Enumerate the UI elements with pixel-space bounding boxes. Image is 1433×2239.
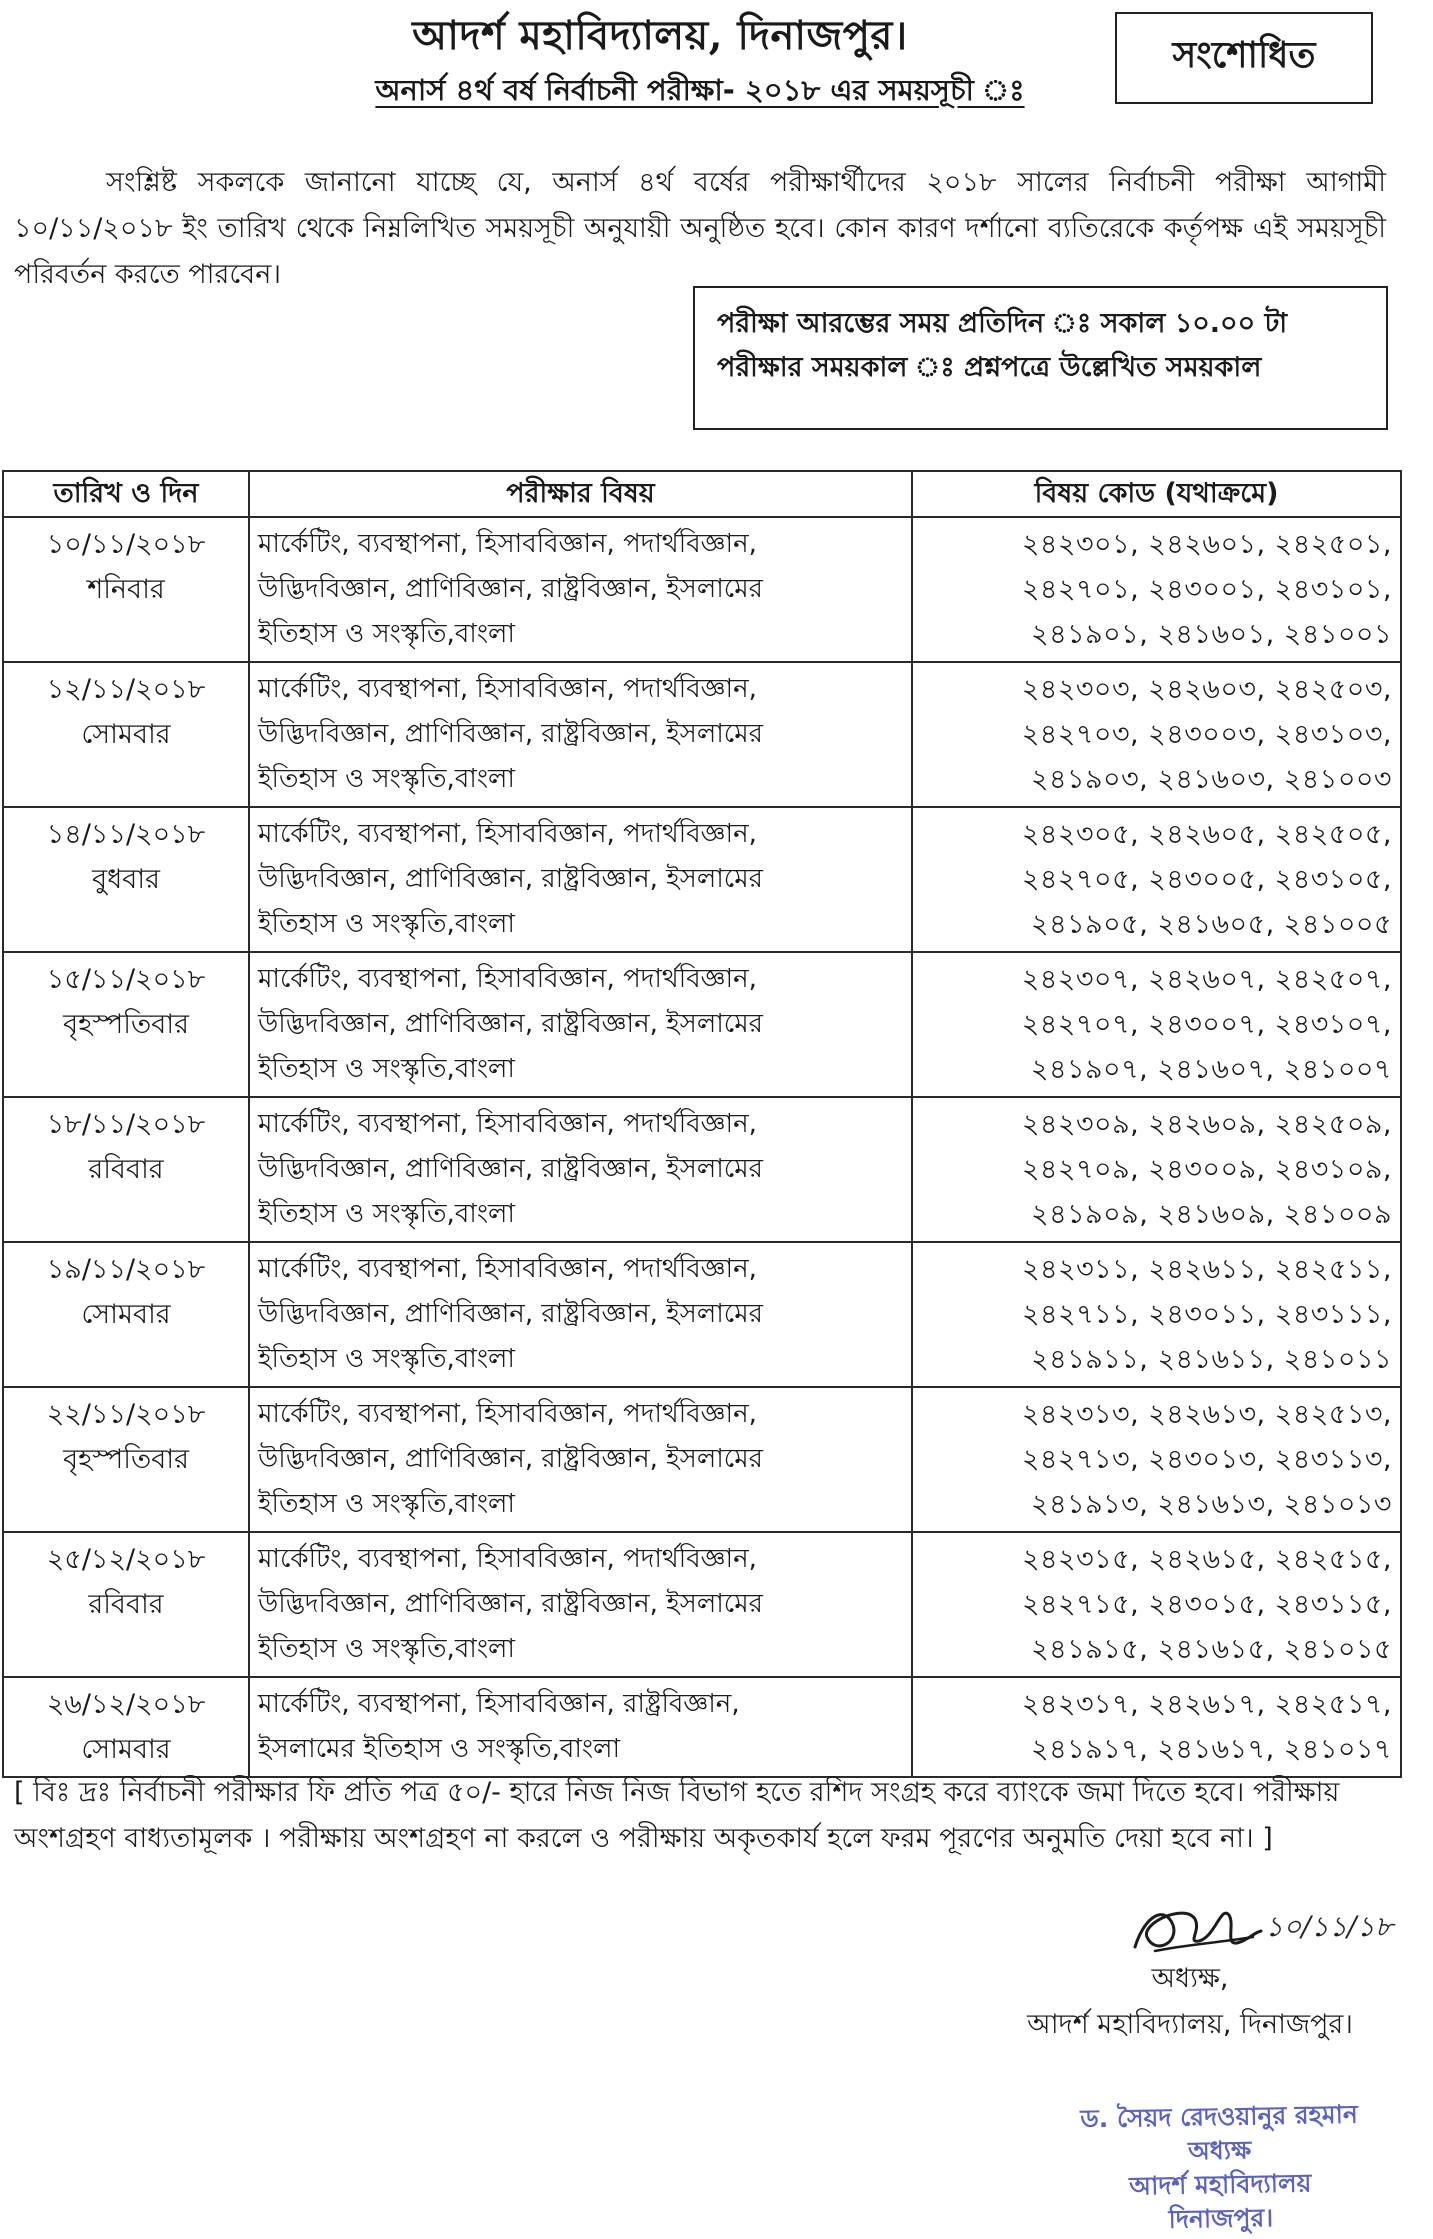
schedule-title: অনার্স ৪র্থ বর্ষ নির্বাচনী পরীক্ষা- ২০১৮ এর সময়সূচী ঃ [375, 73, 1025, 107]
exam-time-box [693, 286, 1388, 430]
date-cell [3, 1097, 249, 1242]
codes-cell [912, 952, 1401, 1097]
code-line: ২৪২৭০৭, ২৪৩০০৭, ২৪৩১০৭, [1021, 1009, 1392, 1040]
subjects-cell [249, 807, 912, 952]
table-row [3, 1532, 1401, 1677]
code-line: ২৪২৩০৭, ২৪২৬০৭, ২৪২৫০৭, [1021, 964, 1392, 995]
subject-line: মার্কেটিং, ব্যবস্থাপনা, হিসাববিজ্ঞান, পদার্থবিজ্ঞান, [258, 819, 757, 849]
subject-line: মার্কেটিং, ব্যবস্থাপনা, হিসাববিজ্ঞান, পদার্থবিজ্ঞান, [258, 674, 757, 704]
subject-line: উদ্ভিদবিজ্ঞান, প্রাণিবিজ্ঞান, রাষ্ট্রবিজ্ঞান, ইসলামের [258, 719, 763, 749]
exam-day: সোমবার [81, 1299, 171, 1330]
exam-day: শনিবার [87, 574, 165, 605]
subject-line: মার্কেটিং, ব্যবস্থাপনা, হিসাববিজ্ঞান, পদার্থবিজ্ঞান, [258, 1254, 757, 1284]
subject-line: মার্কেটিং, ব্যবস্থাপনা, হিসাববিজ্ঞান, রাষ্ট্রবিজ্ঞান, [258, 1689, 740, 1719]
table-row [3, 1097, 1401, 1242]
codes-cell [912, 662, 1401, 807]
exam-date: ১৮/১১/২০১৮ [46, 1109, 206, 1140]
exam-date: ১২/১১/২০১৮ [46, 674, 206, 705]
exam-day: বৃহস্পতিবার [63, 1444, 189, 1475]
code-line: ২৪২৭০৯, ২৪৩০০৯, ২৪৩১০৯, [1021, 1154, 1392, 1185]
exam-day: রবিবার [88, 1154, 164, 1185]
subject-line: ইতিহাস ও সংস্কৃতি,বাংলা [258, 1199, 515, 1229]
signature-date: ১০/১১/১৮ [1265, 1910, 1393, 1943]
code-line: ২৪১৯১৩, ২৪১৬১৩, ২৪১০১৩ [1031, 1489, 1392, 1520]
subject-line: মার্কেটিং, ব্যবস্থাপনা, হিসাববিজ্ঞান, পদার্থবিজ্ঞান, [258, 1399, 757, 1429]
subject-line: ইতিহাস ও সংস্কৃতি,বাংলা [258, 764, 515, 794]
date-cell [3, 517, 249, 662]
codes-cell [912, 1242, 1401, 1387]
code-line: ২৪১৯০৫, ২৪১৬০৫, ২৪১০০৫ [1031, 909, 1392, 940]
exam-date: ২৬/১২/২০১৮ [46, 1689, 206, 1720]
exam-start-time: পরীক্ষা আরম্ভের সময় প্রতিদিন ঃ সকাল ১০.০০ টা [717, 308, 1288, 339]
subject-line: মার্কেটিং, ব্যবস্থাপনা, হিসাববিজ্ঞান, পদার্থবিজ্ঞান, [258, 1109, 757, 1139]
subjects-cell [249, 1387, 912, 1532]
code-line: ২৪১৯১১, ২৪১৬১১, ২৪১০১১ [1031, 1344, 1392, 1375]
codes-cell [912, 1387, 1401, 1532]
header-date-day: তারিখ ও দিন [3, 471, 249, 517]
subject-line: উদ্ভিদবিজ্ঞান, প্রাণিবিজ্ঞান, রাষ্ট্রবিজ্ঞান, ইসলামের [258, 864, 763, 894]
code-line: ২৪২৭১১, ২৪৩০১১, ২৪৩১১১, [1021, 1299, 1392, 1330]
institution: আদর্শ মহাবিদ্যালয়, দিনাজপুর। [1027, 2009, 1353, 2040]
subjects-cell [249, 1677, 912, 1777]
date-cell [3, 807, 249, 952]
exam-date: ২৫/১২/২০১৮ [46, 1544, 206, 1575]
code-line: ২৪২৩১১, ২৪২৬১১, ২৪২৫১১, [1021, 1254, 1392, 1285]
date-cell [3, 1532, 249, 1677]
subject-line: উদ্ভিদবিজ্ঞান, প্রাণিবিজ্ঞান, রাষ্ট্রবিজ্ঞান, ইসলামের [258, 574, 763, 604]
subject-line: উদ্ভিদবিজ্ঞান, প্রাণিবিজ্ঞান, রাষ্ট্রবিজ্ঞান, ইসলামের [258, 1299, 763, 1329]
code-line: ২৪১৯০৯, ২৪১৬০৯, ২৪১০০৯ [1031, 1199, 1392, 1230]
code-line: ২৪১৯১৭, ২৪১৬১৭, ২৪১০১৭ [1031, 1734, 1392, 1765]
code-line: ২৪১৯০১, ২৪১৬০১, ২৪১০০১ [1031, 619, 1392, 650]
subjects-cell [249, 1532, 912, 1677]
subject-line: ইতিহাস ও সংস্কৃতি,বাংলা [258, 1489, 515, 1519]
subject-line: ইতিহাস ও সংস্কৃতি,বাংলা [258, 619, 515, 649]
code-line: ২৪২৭১৩, ২৪৩০১৩, ২৪৩১১৩, [1021, 1444, 1392, 1475]
schedule-table [2, 470, 1402, 1778]
code-line: ২৪১৯১৫, ২৪১৬১৫, ২৪১০১৫ [1031, 1634, 1392, 1665]
subject-line: ইসলামের ইতিহাস ও সংস্কৃতি,বাংলা [258, 1734, 620, 1764]
codes-cell [912, 807, 1401, 952]
exam-date: ২২/১১/২০১৮ [46, 1399, 206, 1430]
subject-line: ইতিহাস ও সংস্কৃতি,বাংলা [258, 1344, 515, 1374]
subject-line: উদ্ভিদবিজ্ঞান, প্রাণিবিজ্ঞান, রাষ্ট্রবিজ্ঞান, ইসলামের [258, 1154, 763, 1184]
code-line: ২৪২৩১৭, ২৪২৬১৭, ২৪২৫১৭, [1021, 1689, 1392, 1720]
table-row [3, 807, 1401, 952]
date-cell [3, 1242, 249, 1387]
stamp-name: ড. সৈয়দ রেদওয়ানুর রহমান [1080, 2099, 1359, 2134]
header-subject-code: বিষয় কোড (যথাক্রমে) [912, 471, 1401, 517]
subjects-cell [249, 1097, 912, 1242]
official-stamp [1054, 2097, 1386, 2239]
subject-line: ইতিহাস ও সংস্কৃতি,বাংলা [258, 1054, 515, 1084]
code-line: ২৪২৩০৫, ২৪২৬০৫, ২৪২৫০৫, [1021, 819, 1392, 850]
subjects-cell [249, 952, 912, 1097]
exam-day: বুধবার [92, 864, 160, 895]
exam-day: সোমবার [81, 1734, 171, 1765]
subject-line: ইতিহাস ও সংস্কৃতি,বাংলা [258, 1634, 515, 1664]
subject-line: উদ্ভিদবিজ্ঞান, প্রাণিবিজ্ঞান, রাষ্ট্রবিজ্ঞান, ইসলামের [258, 1009, 763, 1039]
exam-day: রবিবার [88, 1589, 164, 1620]
table-row [3, 1387, 1401, 1532]
codes-cell [912, 1677, 1401, 1777]
codes-cell [912, 1097, 1401, 1242]
subjects-cell [249, 1242, 912, 1387]
exam-duration: পরীক্ষার সময়কাল ঃ প্রশ্নপত্রে উল্লেখিত সময়কাল [717, 352, 1262, 383]
codes-cell [912, 517, 1401, 662]
designation: অধ্যক্ষ, [1151, 1963, 1229, 1994]
subjects-cell [249, 517, 912, 662]
exam-date: ১৪/১১/২০১৮ [46, 819, 206, 850]
date-cell [3, 662, 249, 807]
subject-line: মার্কেটিং, ব্যবস্থাপনা, হিসাববিজ্ঞান, পদার্থবিজ্ঞান, [258, 529, 757, 559]
table-row [3, 662, 1401, 807]
footnote: [ বিঃ দ্রঃ নির্বাচনী পরীক্ষার ফি প্রতি পত্র ৫০/- হারে নিজ নিজ বিভাগ হতে রশিদ সংগ্রহ করে ব্যাংকে জমা দিতে হবে। পরীক্ষায় অংশগ্রহণ বাধ্যতামূলক । পরীক্ষায় অংশগ্রহণ না করলে ও পরীক্ষায় অকৃতকার্য হলে ফরম পূরণের অনুমতি দেয়া হবে না। ] [14, 1777, 1340, 1854]
code-line: ২৪২৩০৩, ২৪২৬০৩, ২৪২৫০৩, [1021, 674, 1392, 705]
code-line: ২৪২৩১৩, ২৪২৬১৩, ২৪২৫১৩, [1021, 1399, 1392, 1430]
exam-day: বৃহস্পতিবার [63, 1009, 189, 1040]
code-line: ২৪১৯০৩, ২৪১৬০৩, ২৪১০০৩ [1030, 764, 1392, 795]
revised-label: সংশোধিত [1172, 35, 1316, 76]
notice-paragraph: সংশ্লিষ্ট সকলকে জানানো যাচ্ছে যে, অনার্স ৪র্থ বর্ষের পরীক্ষার্থীদের ২০১৮ সালের নির্বাচনী পরীক্ষা আগামী ১০/১১/২০১৮ ইং তারিখ থেকে নিম্নলিখিত সময়সূচী অনুযায়ী অনুষ্ঠিত হবে। কোন কারণ দর্শানো ব্যতিরেকে কর্তৃপক্ষ এই সময়সূচী পরিবর্তন করতে পারবেন। [14, 167, 1387, 290]
code-line: ২৪১৯০৭, ২৪১৬০৭, ২৪১০০৭ [1030, 1054, 1392, 1085]
table-row [3, 517, 1401, 662]
date-cell [3, 1387, 249, 1532]
code-line: ২৪২৭০১, ২৪৩০০১, ২৪৩১০১, [1021, 574, 1392, 605]
code-line: ২৪২৩০১, ২৪২৬০১, ২৪২৫০১, [1021, 529, 1392, 560]
date-cell [3, 1677, 249, 1777]
exam-day: সোমবার [81, 719, 171, 750]
table-row [3, 952, 1401, 1097]
code-line: ২৪২৩০৯, ২৪২৬০৯, ২৪২৫০৯, [1021, 1109, 1392, 1140]
code-line: ২৪২৩১৫, ২৪২৬১৫, ২৪২৫১৫, [1021, 1544, 1392, 1575]
date-cell [3, 952, 249, 1097]
signature-image [1125, 1885, 1265, 1965]
subject-line: উদ্ভিদবিজ্ঞান, প্রাণিবিজ্ঞান, রাষ্ট্রবিজ্ঞান, ইসলামের [258, 1589, 763, 1619]
header-subject: পরীক্ষার বিষয় [249, 471, 912, 517]
subject-line: উদ্ভিদবিজ্ঞান, প্রাণিবিজ্ঞান, রাষ্ট্রবিজ্ঞান, ইসলামের [258, 1444, 763, 1474]
exam-date: ১৫/১১/২০১৮ [46, 964, 206, 995]
subject-line: মার্কেটিং, ব্যবস্থাপনা, হিসাববিজ্ঞান, পদার্থবিজ্ঞান, [258, 964, 757, 994]
stamp-institution: আদর্শ মহাবিদ্যালয় [1128, 2168, 1312, 2201]
code-line: ২৪২৭০৫, ২৪৩০০৫, ২৪৩১০৫, [1021, 864, 1392, 895]
table-row [3, 1242, 1401, 1387]
subject-line: ইতিহাস ও সংস্কৃতি,বাংলা [258, 909, 515, 939]
exam-date: ১৯/১১/২০১৮ [46, 1254, 206, 1285]
stamp-location: দিনাজপুর। [1168, 2203, 1274, 2234]
exam-date: ১০/১১/২০১৮ [46, 529, 206, 560]
codes-cell [912, 1532, 1401, 1677]
code-line: ২৪২৭১৫, ২৪৩০১৫, ২৪৩১১৫, [1021, 1589, 1392, 1620]
table-row [3, 1677, 1401, 1777]
subjects-cell [249, 662, 912, 807]
stamp-designation: অধ্যক্ষ [1187, 2135, 1252, 2166]
principal-designation-block [1000, 1956, 1380, 2048]
revised-label-box [1115, 12, 1373, 104]
code-line: ২৪২৭০৩, ২৪৩০০৩, ২৪৩১০৩, [1021, 719, 1392, 750]
table-header-row [3, 471, 1401, 517]
subject-line: মার্কেটিং, ব্যবস্থাপনা, হিসাববিজ্ঞান, পদার্থবিজ্ঞান, [258, 1544, 757, 1574]
college-name: আদর্শ মহাবিদ্যালয়, দিনাজপুর। [412, 12, 908, 59]
